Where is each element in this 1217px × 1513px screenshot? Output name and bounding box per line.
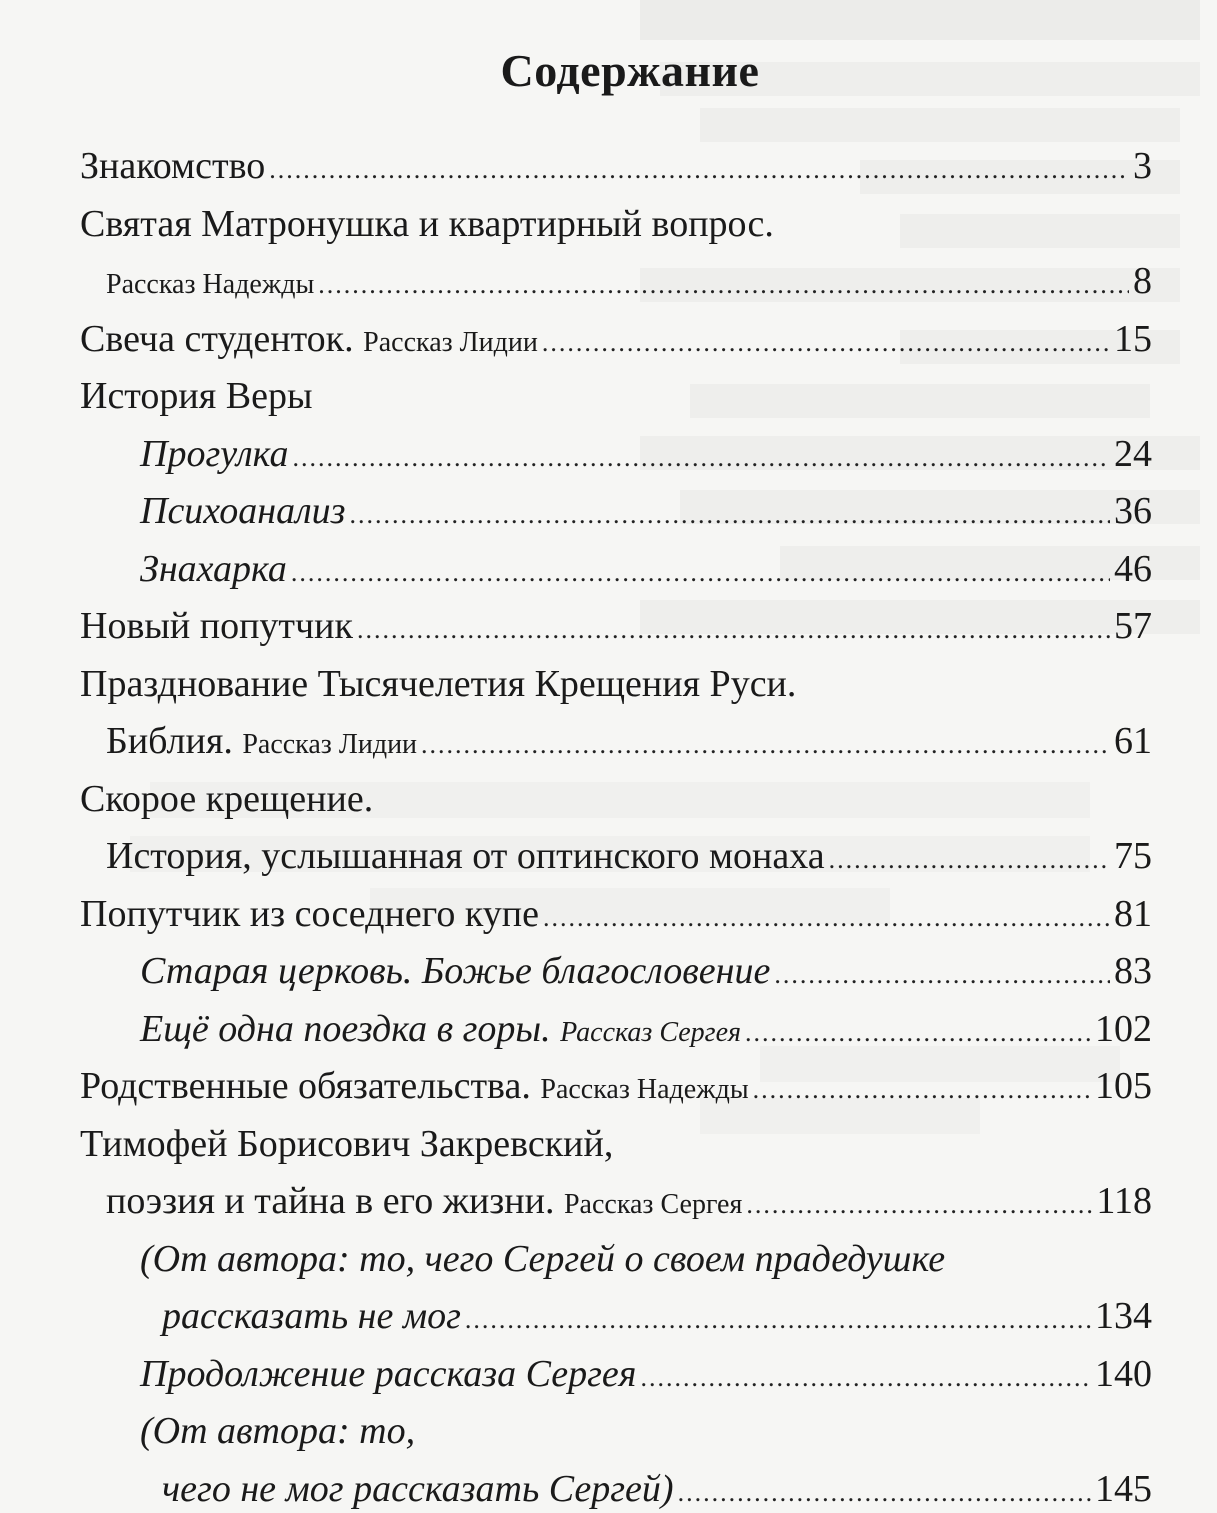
toc-entry[interactable]: [80, 1116, 1152, 1174]
dot-leader: [465, 1291, 1091, 1349]
dot-leader: [753, 1061, 1091, 1119]
toc-entry[interactable]: [80, 541, 1152, 599]
page-number: 36: [1114, 490, 1152, 532]
page-number: 75: [1114, 835, 1152, 877]
dot-leader: [746, 1176, 1092, 1234]
toc-entry[interactable]: [80, 426, 1152, 484]
dot-leader: [269, 141, 1129, 199]
entry-title: История, услышанная от оптинского монаха: [106, 835, 825, 877]
toc-entry[interactable]: [80, 253, 1152, 311]
page-number: 134: [1095, 1295, 1152, 1337]
dot-leader: [349, 486, 1110, 544]
page-number: 46: [1114, 547, 1152, 590]
toc-entry[interactable]: [80, 1403, 1152, 1461]
toc-entry[interactable]: [80, 368, 1152, 426]
page-number: 118: [1096, 1180, 1152, 1222]
entry-title: Прогулка: [140, 432, 289, 475]
toc-entry[interactable]: [80, 311, 1152, 369]
page-number: 8: [1133, 260, 1152, 302]
page-number: 145: [1095, 1467, 1152, 1510]
toc-entry[interactable]: [80, 886, 1152, 944]
dot-leader: [291, 544, 1110, 602]
page-number: 61: [1114, 720, 1152, 762]
entry-title: Скорое крещение.: [80, 777, 374, 820]
dot-leader: [745, 1004, 1091, 1062]
page-number: 57: [1114, 605, 1152, 647]
toc-entry[interactable]: [80, 1346, 1152, 1404]
entry-title: (От автора: то, чего Сергей о своем прадедушке: [140, 1237, 946, 1280]
page-number: 102: [1095, 1007, 1152, 1050]
entry-title: Попутчик из соседнего купе: [80, 892, 539, 935]
entry-narrator: Рассказ Сергея: [563, 1189, 743, 1220]
entry-title: Библия. Рассказ Лидии: [106, 720, 418, 762]
entry-title: Знахарка: [140, 547, 287, 590]
toc-entry[interactable]: [80, 828, 1152, 886]
entry-title: Святая Матронушка и квартирный вопрос.: [80, 202, 774, 245]
toc-entry[interactable]: [80, 598, 1152, 656]
toc-entry[interactable]: [80, 656, 1152, 714]
entry-title: поэзия и тайна в его жизни. Рассказ Сергея: [106, 1180, 743, 1222]
toc-entry[interactable]: [80, 1058, 1152, 1116]
page-number: 140: [1095, 1352, 1152, 1395]
table-of-contents: [80, 138, 1152, 1513]
toc-entry[interactable]: [80, 1231, 1152, 1289]
dot-leader: [421, 716, 1110, 774]
page-number: 105: [1095, 1065, 1152, 1107]
entry-title: чего не мог рассказать Сергей): [162, 1467, 674, 1510]
entry-narrator: Рассказ Лидии: [242, 729, 418, 760]
entry-title: Знакомство: [80, 145, 266, 187]
entry-title: Празднование Тысячелетия Крещения Руси.: [80, 662, 797, 705]
toc-entry[interactable]: [80, 713, 1152, 771]
entry-title: Тимофей Борисович Закревский,: [80, 1122, 614, 1165]
toc-entry[interactable]: [80, 483, 1152, 541]
entry-title: (От автора: то,: [140, 1410, 416, 1452]
dot-leader: [542, 314, 1110, 372]
toc-entry[interactable]: [80, 943, 1152, 1001]
entry-title: Продолжение рассказа Сергея: [140, 1352, 637, 1395]
page-number: 24: [1114, 432, 1152, 475]
entry-title: [106, 253, 314, 314]
contents-heading: Содержание: [500, 45, 760, 96]
entry-title: рассказать не мог: [162, 1295, 461, 1337]
dot-leader: [357, 601, 1110, 659]
dot-leader: [678, 1464, 1091, 1513]
entry-title: Старая церковь. Божье благословение: [140, 950, 771, 992]
entry-title: Свеча студенток. Рассказ Лидии: [80, 317, 538, 360]
toc-entry[interactable]: [80, 1173, 1152, 1231]
entry-narrator: Рассказ Надежды: [540, 1074, 749, 1105]
dot-leader: [293, 429, 1110, 487]
entry-title: Ещё одна поездка в горы. Рассказ Сергея: [140, 1007, 742, 1050]
entry-title: История Веры: [80, 375, 313, 417]
dot-leader: [543, 889, 1110, 947]
entry-title: Родственные обязательства. Рассказ Надежды: [80, 1065, 749, 1107]
toc-entry[interactable]: [80, 196, 1152, 254]
entry-title: Новый попутчик: [80, 605, 353, 647]
entry-title: Психоанализ: [140, 490, 346, 532]
page-number: 81: [1114, 892, 1152, 935]
page-number: 15: [1114, 317, 1152, 360]
entry-narrator: Рассказ Сергея: [560, 1016, 742, 1048]
toc-entry[interactable]: [80, 1001, 1152, 1059]
entry-narrator: Рассказ Надежды: [106, 269, 315, 300]
dot-leader: [829, 831, 1110, 889]
dot-leader: [774, 946, 1110, 1004]
dot-leader: [640, 1349, 1091, 1407]
toc-entry[interactable]: [80, 1288, 1152, 1346]
dot-leader: [318, 256, 1129, 314]
toc-entry[interactable]: [80, 138, 1152, 196]
toc-entry[interactable]: [80, 1461, 1152, 1513]
toc-entry[interactable]: [80, 771, 1152, 829]
page-number: 83: [1114, 950, 1152, 992]
page-number: 3: [1133, 145, 1152, 187]
entry-narrator: Рассказ Лидии: [363, 326, 538, 358]
